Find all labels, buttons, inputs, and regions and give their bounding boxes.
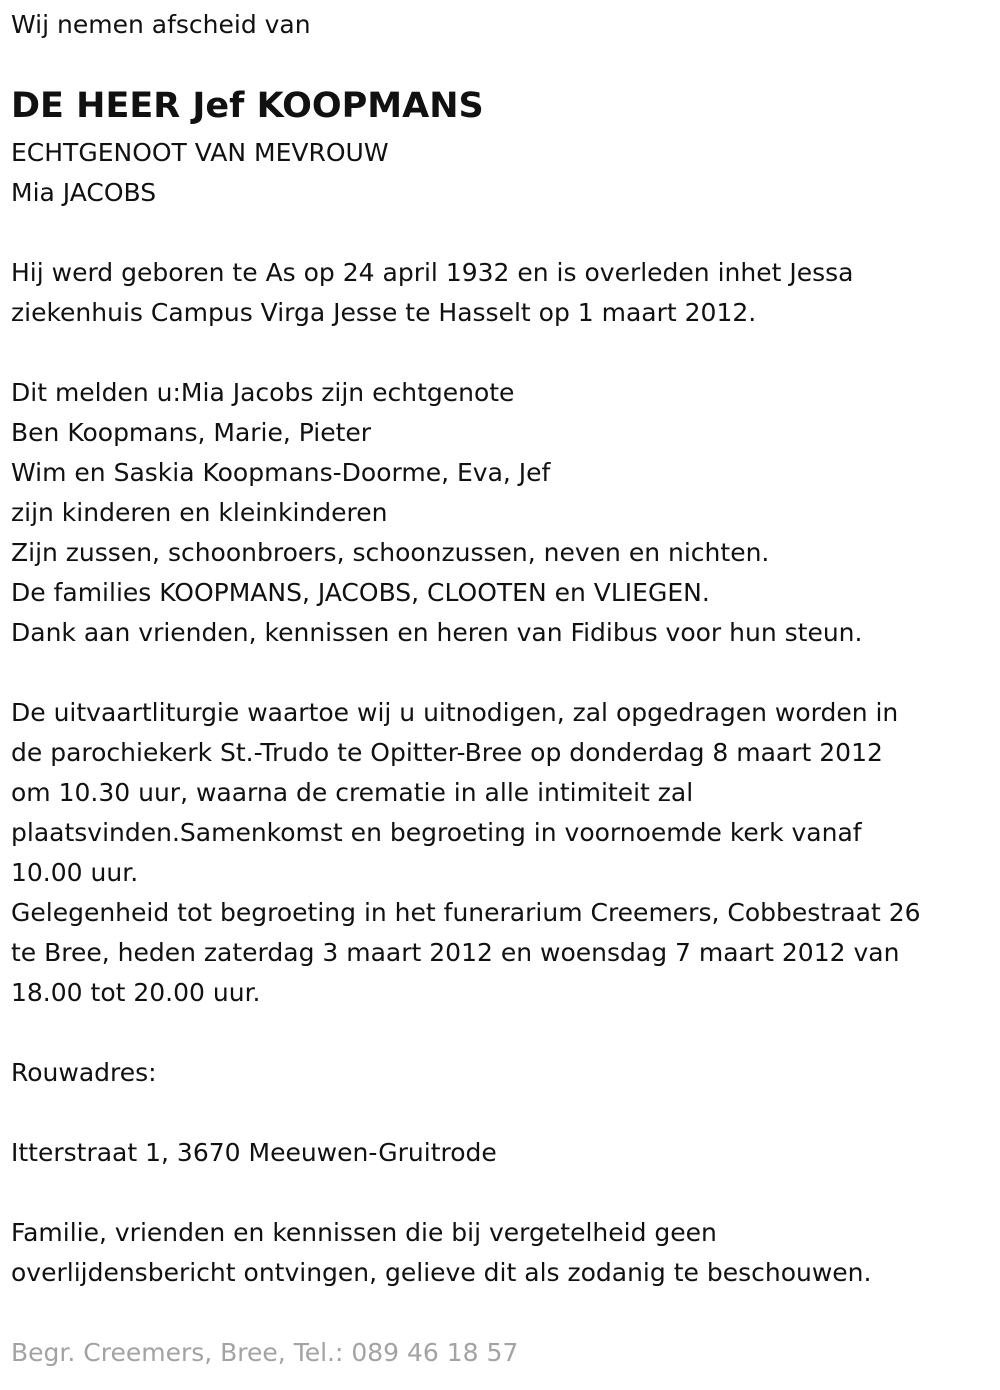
family-line: Dit melden u:Mia Jacobs zijn echtgenote — [11, 378, 515, 407]
intro-text: Wij nemen afscheid van — [11, 10, 311, 39]
funeral-line: De uitvaartliturgie waartoe wij u uitnodigen, zal opgedragen worden in — [11, 698, 899, 727]
birth-line: Hij werd geboren te As op 24 april 1932 en is overleden inhet Jessa — [11, 258, 854, 287]
funeral-line: om 10.30 uur, waarna de crematie in alle intimiteit zal — [11, 778, 694, 807]
family-line: Dank aan vrienden, kennissen en heren van Fidibus voor hun steun. — [11, 618, 863, 647]
spouse-line: ECHTGENOOT VAN MEVROUW — [11, 138, 389, 167]
birth-death-paragraph — [11, 253, 853, 333]
deceased-name: DE HEER Jef KOOPMANS — [11, 86, 484, 126]
funeral-line: te Bree, heden zaterdag 3 maart 2012 en woensdag 7 maart 2012 van — [11, 938, 900, 967]
funeral-line: 10.00 uur. — [11, 858, 139, 887]
mourning-address: Itterstraat 1, 3670 Meeuwen-Gruitrode — [11, 1138, 497, 1167]
funeral-line: 18.00 tot 20.00 uur. — [11, 978, 261, 1007]
family-paragraph — [11, 373, 862, 653]
spouse-block — [11, 133, 389, 213]
family-line: zijn kinderen en kleinkinderen — [11, 498, 388, 527]
family-line: Wim en Saskia Koopmans-Doorme, Eva, Jef — [11, 458, 551, 487]
family-line: De families KOOPMANS, JACOBS, CLOOTEN en VLIEGEN. — [11, 578, 710, 607]
birth-line: ziekenhuis Campus Virga Jesse te Hasselt op 1 maart 2012. — [11, 298, 757, 327]
notice-paragraph — [11, 1213, 871, 1293]
notice-line: Familie, vrienden en kennissen die bij vergetelheid geen — [11, 1218, 717, 1247]
funeral-line: de parochiekerk St.-Trudo te Opitter-Bree op donderdag 8 maart 2012 — [11, 738, 883, 767]
funeral-line: plaatsvinden.Samenkomst en begroeting in voornoemde kerk vanaf — [11, 818, 862, 847]
spouse-line: Mia JACOBS — [11, 178, 157, 207]
funeral-paragraph — [11, 693, 921, 1013]
family-line: Ben Koopmans, Marie, Pieter — [11, 418, 372, 447]
notice-line: overlijdensbericht ontvingen, gelieve dit als zodanig te beschouwen. — [11, 1258, 872, 1287]
funeral-line: Gelegenheid tot begroeting in het funerarium Creemers, Cobbestraat 26 — [11, 898, 921, 927]
family-line: Zijn zussen, schoonbroers, schoonzussen, neven en nichten. — [11, 538, 770, 567]
funeral-home-footer: Begr. Creemers, Bree, Tel.: 089 46 18 57 — [11, 1338, 519, 1367]
address-label: Rouwadres: — [11, 1058, 157, 1087]
